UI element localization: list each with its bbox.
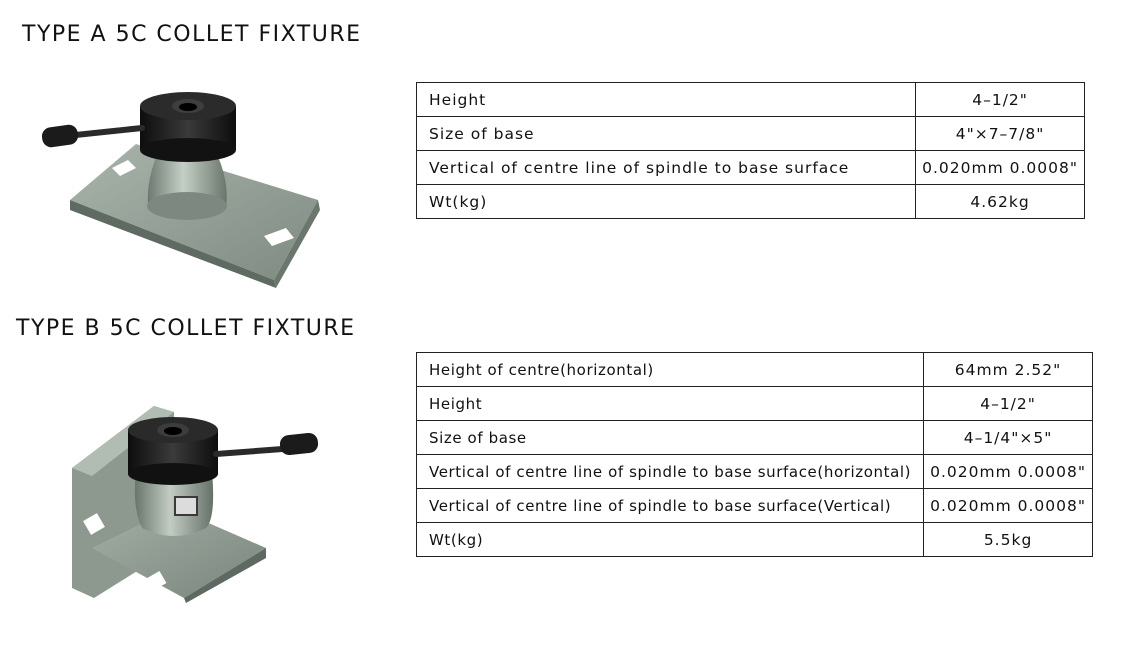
- spec-label: Wt(kg): [417, 185, 916, 219]
- type-a-fixture-image: [36, 88, 326, 288]
- spec-label: Height: [417, 83, 916, 117]
- spec-value: 4–1/4"×5": [924, 421, 1093, 455]
- spec-value: 0.020mm 0.0008": [924, 489, 1093, 523]
- spec-value: 4"×7–7/8": [916, 117, 1085, 151]
- section-title-type-a: TYPE A 5C COLLET FIXTURE: [22, 22, 362, 47]
- table-row: [417, 489, 1093, 523]
- spec-label: Height of centre(horizontal): [417, 353, 924, 387]
- spec-value: 4–1/2": [924, 387, 1093, 421]
- type-b-fixture-image: [66, 398, 336, 603]
- spec-value: 64mm 2.52": [924, 353, 1093, 387]
- type-a-spec-table: [416, 82, 1085, 219]
- table-row: [417, 117, 1085, 151]
- table-row: [417, 523, 1093, 557]
- table-row: [417, 421, 1093, 455]
- section-title-type-b: TYPE B 5C COLLET FIXTURE: [16, 316, 356, 341]
- table-row: [417, 387, 1093, 421]
- table-row: [417, 83, 1085, 117]
- spec-label: Size of base: [417, 117, 916, 151]
- spec-value: 4–1/2": [916, 83, 1085, 117]
- spec-label: Vertical of centre line of spindle to base surface: [417, 151, 916, 185]
- spec-label: Height: [417, 387, 924, 421]
- spec-label: Size of base: [417, 421, 924, 455]
- spec-value: 4.62kg: [916, 185, 1085, 219]
- table-row: [417, 455, 1093, 489]
- spec-value: 0.020mm 0.0008": [916, 151, 1085, 185]
- type-b-fixture-illustration: [66, 398, 336, 603]
- spec-value: 0.020mm 0.0008": [924, 455, 1093, 489]
- type-a-fixture-illustration: [36, 88, 326, 288]
- table-row: [417, 151, 1085, 185]
- type-b-spec-table: [416, 352, 1093, 557]
- spec-label: Vertical of centre line of spindle to base surface(horizontal): [417, 455, 924, 489]
- table-row: [417, 353, 1093, 387]
- spec-value: 5.5kg: [924, 523, 1093, 557]
- table-row: [417, 185, 1085, 219]
- spec-label: Wt(kg): [417, 523, 924, 557]
- spec-label: Vertical of centre line of spindle to base surface(Vertical): [417, 489, 924, 523]
